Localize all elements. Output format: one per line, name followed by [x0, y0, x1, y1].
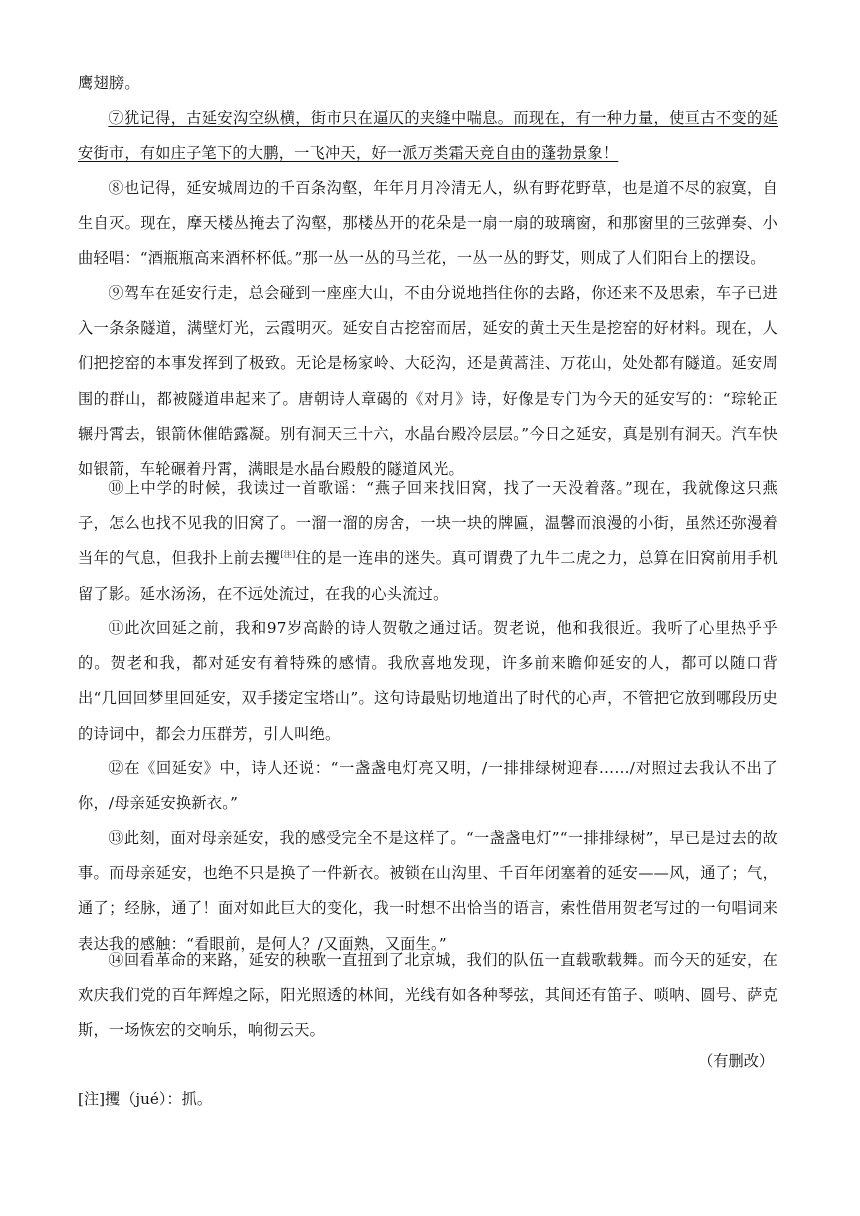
footnote: [注]攫（jué）：抓。 [78, 1090, 213, 1108]
source-note: （有删改） [698, 1053, 774, 1070]
paragraph-11: ⑪此次回延之前，我和97岁高龄的诗人贺敬之通过话。贺老说，他和我很近。我听了心里热乎乎的。贺老和我，都对延安有着特殊的感情。我欣喜地发现，许多前来瞻仰延安的人，都可以随口背出“几回回梦里回延安，双手搂定宝塔山”。这句诗最贴切地道出了时代的心声，不管把它放到哪段历史的诗词中，都会力压群芳，引人叫绝。 [78, 619, 778, 743]
paragraph-13: ⑬此刻，面对母亲延安，我的感受完全不是这样了。“一盏盏电灯”“一排排绿树”，早已是过去的故事。而母亲延安，也绝不只是换了一件新衣。被锁在山沟里、千百年闭塞着的延安——风，通了；气，通了；经脉，通了！面对如此巨大的变化，我一时想不出恰当的语言，索性借用贺老写过的一句唱词来表达我的感触：“看眼前，是何人？/又面熟，又面生。” [78, 829, 778, 953]
paragraph-8: ⑧也记得，延安城周边的千百条沟壑，年年月月冷清无人，纵有野花野草，也是道不尽的寂寞，自生自灭。现在，摩天楼丛掩去了沟壑，那楼丛开的花朵是一扇一扇的玻璃窗，和那窗里的三弦弹奏、小曲轻唱：“酒瓶瓶高来酒杯杯低。”那一丛一丛的马兰花，一丛一丛的野艾，则成了人们阳台上的摆设。 [78, 179, 778, 268]
paragraph-10 [78, 471, 778, 612]
paragraph-12: ⑫在《回延安》中，诗人还说：“一盏盏电灯亮又明，/一排排绿树迎春……/对照过去我认不出了你，/母亲延安换新衣。” [78, 759, 778, 813]
paragraph-10-part-b: 住的是一连串的迷失。真可谓费了九牛二虎之力，总算在旧窝前用手机留了影。延水汤汤，在不远处流过，在我的心头流过。 [78, 549, 778, 603]
paragraph-14: ⑭回看革命的来路，延安的秧歌一直扭到了北京城，我们的队伍一直载歌载舞。而今天的延安，在欢庆我们党的百年辉煌之际，阳光照透的林间，光线有如各种琴弦，其间还有笛子、唢呐、圆号、萨克斯，一场恢宏的交响乐，响彻云天。 [78, 951, 778, 1040]
paragraph-0: 鹰翅膀。 [78, 74, 140, 92]
paragraph-10-part-a: ⑩上中学的时候，我读过一首歌谣：“燕子回来找旧窝，找了一天没着落。”现在，我就像这只燕子，怎么也找不见我的旧窝了。一溜一溜的房舍，一块一块的牌匾，温馨而浪漫的小街，虽然还弥漫着当年的气息，但我扑上前去攫 [78, 479, 778, 568]
footnote-marker: [注] [280, 550, 296, 560]
paragraph-9: ⑨驾车在延安行走，总会碰到一座座大山，不由分说地挡住你的去路，你还来不及思索，车子已进入一条条隧道，满壁灯光，云霞明灭。延安自古挖窑而居，延安的黄土天生是挖窑的好材料。现在，人们把挖窑的本事发挥到了极致。无论是杨家岭、大砭沟，还是黄蒿洼、万花山，处处都有隧道。延安周围的群山，都被隧道串起来了。唐朝诗人章碣的《对月》诗，好像是专门为今天的延安写的：“琮轮正辗丹霄去，银箭休催皓露凝。别有洞天三十六，水晶台殿冷层层。”今日之延安，真是别有洞天。汽车快如银箭，车轮碾着丹霄，满眼是水晶台殿般的隧道风光。 [78, 284, 778, 479]
paragraph-7: ⑦犹记得，古延安沟空纵横，街市只在逼仄的夹缝中喘息。而现在，有一种力量，使亘古不变的延安街市，有如庄子笔下的大鹏，一飞冲天，好一派万类霜天竞自由的蓬勃景象！ [78, 109, 778, 163]
